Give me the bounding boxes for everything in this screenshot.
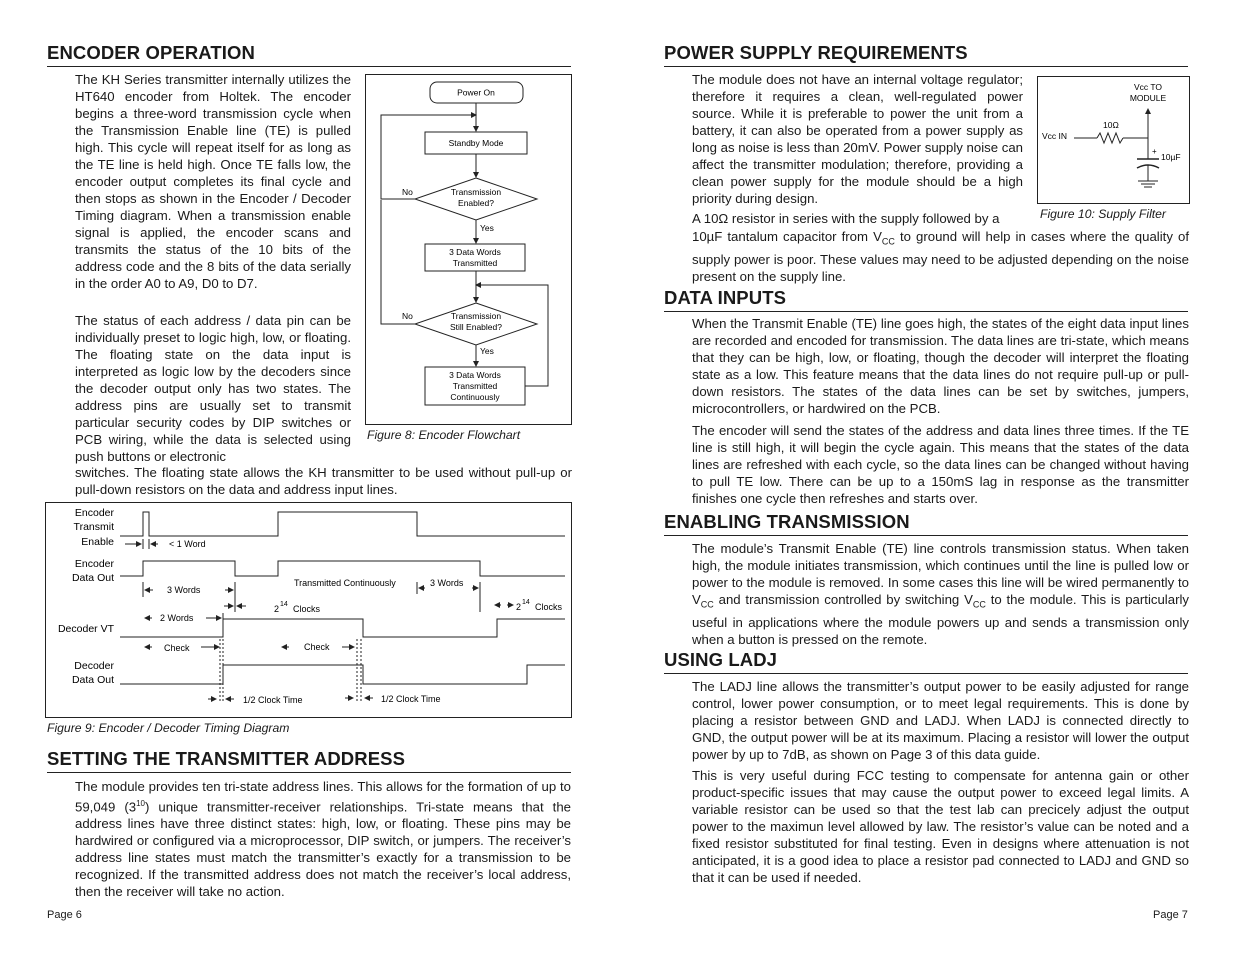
power-paragraph-1: The module does not have an internal voltage regulator; therefore it requires a clean, well-regulated power source. While it is preferable to power the unit from a battery, it can also be operated from a power supply as long as noise is less than 20mV. Power supply noise can affect the transmitter modulation; therefore, providing a clean power supply for the module should be a high priority during design. [692,72,1023,206]
power-paragraph-2-line-1: A 10Ω resistor in series with the supply followed by a [692,211,1000,226]
check-1: Check [164,643,190,653]
resistor-symbol [1097,133,1123,143]
encoder-flowchart [365,74,572,425]
data-inputs-paragraph-2: The encoder will send the states of the address and data lines three times. If the TE line is still high, it will begin the cycle again. This means that the states of the data lines are refreshed with each cycle, so the data lines can be changed without having to pull TE low. There can be up to a 150mS lag in response as the transmitter finishes one cycle then refreshes and starts over. [692,423,1189,506]
te-label-2: Transmit [73,521,114,533]
encoder-operation-heading: ENCODER OPERATION [47,42,571,67]
power-on-label: Power On [457,87,495,98]
resistor-value: 10Ω [1103,120,1119,130]
half-clock-1: 1/2 Clock Time [243,695,303,705]
encoder-paragraph-2-continued: switches. The floating state allows the KH transmitter to be used without pull-up or pull-down resistors on the data and address input lines. [75,465,572,497]
words-continuous-label-1: 3 Data Words [449,370,501,380]
capacitor-plus: + [1152,147,1157,156]
words-3-b: 3 Words [430,578,464,588]
dd-label-1: Decoder [74,660,114,672]
no-label-2: No [402,311,413,321]
te-waveform [120,512,565,536]
yes-label-2: Yes [480,346,494,356]
clocks-exp-1: 14 [280,601,288,608]
decoder-data-waveform [120,665,565,684]
setting-address-heading: SETTING THE TRANSMITTER ADDRESS [47,748,571,773]
figure-8-caption: Figure 8: Encoder Flowchart [367,428,521,442]
vcc-in-label: Vcc IN [1042,131,1068,141]
tx-enabled-label-1: Transmission [450,187,502,197]
timing-diagram [45,502,572,718]
do-label-1: Encoder [74,558,114,570]
enabling-heading: ENABLING TRANSMISSION [664,511,1188,536]
page-number-left: Page 6 [47,909,82,921]
page-number-right: Page 7 [1153,909,1188,921]
words-continuous-label-2: Transmitted [452,381,498,391]
te-label-3: Enable [81,536,114,548]
clocks-word-2: Clocks [535,602,563,612]
words-transmitted-label-2: Transmitted [452,258,498,268]
dd-label-2: Data Out [71,674,114,686]
enabling-paragraph: The module’s Transmit Enable (TE) line controls transmission status. When taken high, the module initiates transmission, which continues until the line is pulled low or power to the module is removed. In some cases this line will be wired permanently to $V_{CC}$ and transmission controlled by switching $V_{CC}$ to the module. This is particularly useful in applications where the module powers up and sends a transmission only when a button is pressed on the remote. [692,541,1189,647]
encoder-paragraph-1: The KH Series transmitter internally utilizes the HT640 encoder from Holtek. The encoder begins a three-word transmission cycle when the Transmission Enable line (TE) is pulled high. This cycle will repeat itself for as long as the TE line is held high. Once TE falls low, the encoder output completes its final cycle and then stops as shown in the Encoder / Decoder Timing diagram. When a transmission enable signal is applied, the encoder scans and transmits the status of the 10 bits of the address code and the 8 bits of the data serially in the order A0 to A9, D0 to D7. [75,72,351,291]
data-out-waveform [120,561,565,576]
supply-filter-figure [1037,76,1190,205]
words-transmitted-label-1: 3 Data Words [449,247,501,257]
data-inputs-heading: DATA INPUTS [664,287,1188,312]
capacitor-value: 10µF [1161,152,1181,162]
power-supply-heading: POWER SUPPLY REQUIREMENTS [664,42,1188,67]
tx-enabled-label-2: Enabled? [458,198,494,208]
vt-label: Decoder VT [57,623,114,635]
lt-1-word: < 1 Word [169,539,206,549]
clocks-word-1: Clocks [293,604,321,614]
half-clock-2: 1/2 Clock Time [381,694,441,704]
address-exponent: 10 [136,799,145,808]
te-label-1: Encoder [74,507,114,519]
encoder-paragraph-2: The status of each address / data pin can be individually preset to logic high, low, or floating. The floating state on the data input is interpreted as logic low by the decoders since the decoder output only has two states. The address pins are usually set to transmit particular security codes by DIP switches or PCB wiring, while the data is selected using push buttons or electronic [75,313,351,464]
words-3-a: 3 Words [167,585,201,595]
check-2: Check [304,642,330,652]
do-label-2: Data Out [71,572,114,584]
words-2: 2 Words [160,613,194,623]
yes-label-1: Yes [480,223,494,233]
vcc-to-label: Vcc TO [1133,82,1163,92]
ladj-paragraph-2: This is very useful during FCC testing to compensate for antenna gain or other product-specific issues that may cause the output power to exceed legal limits. A variable resistor can be used so that the test lab can precicely adjust the output power to the maximun level allowed by law. The resistor’s value can be noted and a fixed resistor substituted for final testing. Even in designs where attenuation is not anticipated, it is a good idea to place a resistor pad connected to LADJ and GND so that it can be used if needed. [692,768,1189,885]
figure-9-caption: Figure 9: Encoder / Decoder Timing Diagram [47,721,290,735]
clocks-base-2: 2 [516,602,522,612]
data-inputs-paragraph-1: When the Transmit Enable (TE) line goes high, the states of the eight data input lines are recorded and encoded for transmission. The data lines are tri-state, which means that they can be high, low, or floating, though the decoder will interpret the floating state as a low. This feature means that the data lines do not require pull-up or pull-down resistors. The states of the data lines can be set by switches, jumpers, microcontrollers, or hardwired on the PCB. [692,316,1189,416]
address-paragraph: The module provides ten tri-state address lines. This allows for the formation of up to 59,049 $(3^{10})$ unique transmitter-receiver relationships. Tri-state means that the address lines have three distinct states: high, low, or floating. These pins may be hardwired or configured via a microprocessor, DIP switch, or jumpers. The receiver’s address line states must match the transmitter’s exactly for a transmission to be recognized. If the transmitted address does not match the receiver’s local address, then the receiver will take no action. [75,779,571,900]
figure-10-caption: Figure 10: Supply Filter [1040,207,1166,221]
module-label: MODULE [1129,93,1167,103]
still-enabled-label-2: Still Enabled? [450,322,502,332]
clocks-exp-2: 14 [522,599,530,606]
power-paragraph-2: 10µF tantalum capacitor from $V_{CC}$ to ground will help in cases where the quality of supply power is poor. These values may need to be adjusted depending on the noise present on the supply line. [692,229,1189,284]
using-ladj-heading: USING LADJ [664,649,1188,674]
transmitted-continuously: Transmitted Continuously [294,578,396,588]
clocks-base-1: 2 [274,604,280,614]
words-continuous-label-3: Continuously [450,392,500,402]
ladj-paragraph-1: The LADJ line allows the transmitter’s output power to be easily adjusted for range control, lower power consumption, or to meet legal requirements. This is done by placing a resistor between GND and LADJ. When LADJ is connected directly to GND, the output power will be at its maximum. Placing a resistor will lower the output power by up to 7dB, as shown on Page 3 of this data guide. [692,679,1189,762]
still-enabled-label-1: Transmission [450,311,502,321]
no-label-1: No [402,187,413,197]
standby-label: Standby Mode [448,138,504,148]
